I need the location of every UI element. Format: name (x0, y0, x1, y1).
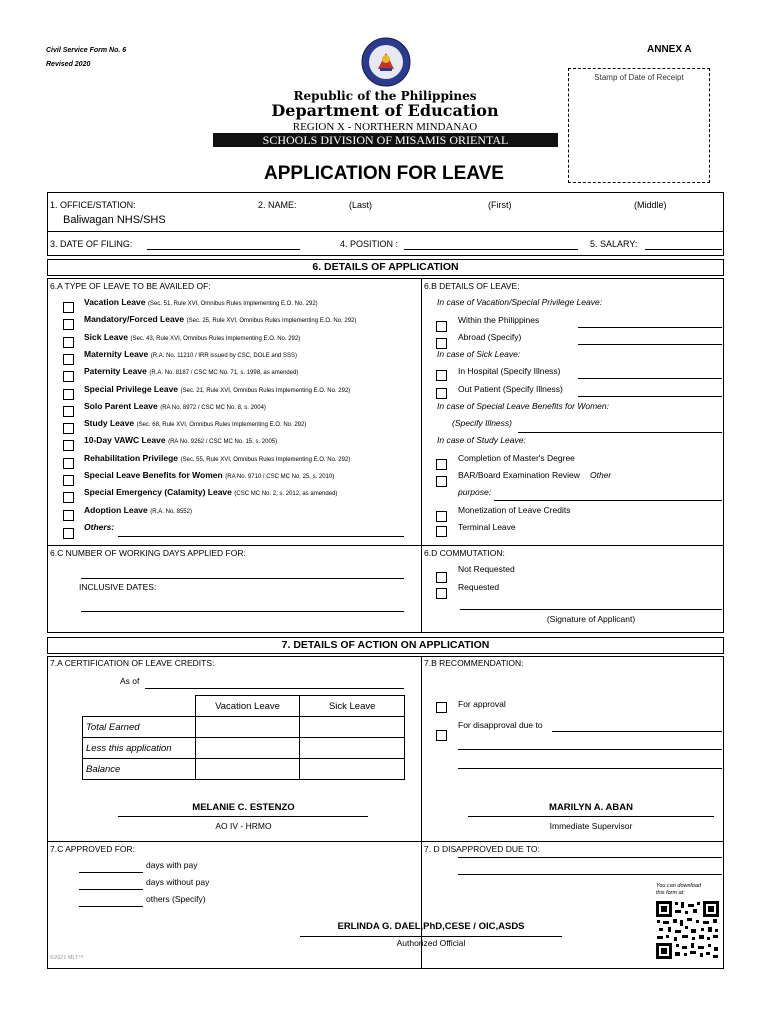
for-disapproval-label: For disapproval due to (458, 720, 543, 730)
sick-balance-cell[interactable] (300, 759, 405, 780)
position-label: 4. POSITION : (340, 239, 399, 249)
leave-type-item (84, 332, 300, 343)
leave-type-name: Sick Leave (84, 331, 128, 342)
in-hospital-field[interactable] (578, 378, 722, 379)
leave-type-checkbox[interactable] (63, 354, 74, 365)
leave-type-name: Special Privilege Leave (84, 383, 179, 394)
out-patient-checkbox[interactable] (436, 388, 447, 399)
vacation-balance-cell[interactable] (195, 759, 300, 780)
supervisor-name: MARILYN A. ABAN (549, 802, 633, 813)
sick-less-cell[interactable] (300, 738, 405, 759)
disapproved-reason-field-1[interactable] (458, 857, 722, 858)
leave-type-reference: (Sec. 55, Rule XVI, Omnibus Rules Implementing E.O. No. 292) (180, 456, 351, 463)
qr-code-icon[interactable] (655, 900, 720, 960)
bar-review-checkbox[interactable] (436, 476, 447, 487)
applicant-signature-field[interactable] (460, 609, 722, 610)
leave-type-item (84, 401, 266, 412)
leave-type-reference: (Sec. 21, Rule XVI, Omnibus Rules Implementing E.O. No. 292) (180, 387, 351, 394)
salary-field[interactable] (645, 249, 722, 250)
leave-type-name: Solo Parent Leave (84, 400, 158, 411)
official-signature-line (300, 936, 562, 937)
disapproval-reason-field-3[interactable] (458, 768, 722, 769)
disapproval-reason-field-1[interactable] (552, 731, 722, 732)
6b-label: 6.B DETAILS OF LEAVE: (424, 281, 520, 291)
leave-type-name: Study Leave (84, 418, 135, 429)
vacation-total-earned-cell[interactable] (195, 717, 300, 738)
for-approval-checkbox[interactable] (436, 702, 447, 713)
leave-type-item (84, 366, 298, 377)
division-banner (213, 133, 558, 147)
inclusive-dates-field[interactable] (81, 611, 404, 612)
6a-label: 6.A TYPE OF LEAVE TO BE AVAILED OF: (50, 281, 211, 291)
masters-label: Completion of Master's Degree (458, 453, 575, 463)
out-patient-field[interactable] (578, 396, 722, 397)
leave-credits-table (82, 695, 405, 780)
region-title: REGION X - NORTHERN MINDANAO (292, 121, 478, 133)
days-without-pay-field[interactable] (79, 889, 143, 890)
women-illness-field[interactable] (518, 432, 722, 433)
abroad-field[interactable] (578, 344, 722, 345)
monetization-checkbox[interactable] (436, 511, 447, 522)
sick-total-earned-cell[interactable] (300, 717, 405, 738)
date-filing-label: 3. DATE OF FILING: (50, 239, 133, 249)
col-sick-header: Sick Leave (300, 696, 405, 717)
leave-type-item (84, 453, 350, 464)
abroad-checkbox[interactable] (436, 338, 447, 349)
table-corner (83, 696, 196, 717)
leave-type-item (84, 470, 334, 481)
leave-type-checkbox[interactable] (63, 406, 74, 417)
not-requested-checkbox[interactable] (436, 572, 447, 583)
leave-type-item (84, 487, 337, 498)
leave-type-checkbox[interactable] (63, 510, 74, 521)
not-requested-label: Not Requested (458, 564, 515, 574)
vacation-case-label: In case of Vacation/Special Privilege Leave: (437, 297, 603, 307)
hrmo-signature-line (118, 816, 368, 817)
for-approval-label: For approval (458, 699, 506, 709)
office-label: 1. OFFICE/STATION: (50, 200, 136, 210)
for-disapproval-checkbox[interactable] (436, 730, 447, 741)
women-case-label: In case of Special Leave Benefits for Women: (437, 401, 609, 411)
study-case-label: In case of Study Leave: (437, 435, 526, 445)
working-days-field[interactable] (81, 578, 404, 579)
leave-type-item (84, 418, 306, 429)
leave-type-reference: (Sec. 43, Rule XVI, Omnibus Rules Implementing E.O. No. 292) (130, 335, 301, 342)
others-specify-field[interactable] (79, 906, 143, 907)
office-value[interactable]: Baliwagan NHS/SHS (63, 214, 166, 226)
leave-type-reference: (R.A. No. 11210 / IRR issued by CSC, DOLE and SSS) (150, 352, 298, 359)
leave-type-reference: (R.A. No. 8187 / CSC MC No. 71, s. 1998, as amended) (149, 370, 299, 377)
leave-type-name: Vacation Leave (84, 297, 146, 307)
annex-label: ANNEX A (647, 44, 692, 55)
7c-label: 7.C APPROVED FOR: (50, 844, 136, 854)
leave-type-checkbox[interactable] (63, 337, 74, 348)
leave-type-checkbox[interactable] (63, 492, 74, 503)
leave-type-reference: (RA No. 9710 / CSC MC No. 25, s. 2010) (225, 474, 335, 480)
leave-type-reference: (R.A. No. 8552) (150, 508, 192, 515)
others-field[interactable] (118, 536, 404, 537)
supervisor-title: Immediate Supervisor (549, 821, 633, 831)
hrmo-name: MELANIE C. ESTENZO (192, 802, 295, 813)
name-last-label: (Last) (349, 200, 373, 210)
divider (48, 545, 723, 546)
terminal-checkbox[interactable] (436, 526, 447, 537)
name-label: 2. NAME: (258, 200, 297, 210)
other-purpose-label-a: Other (590, 470, 612, 480)
leave-type-name: Mandatory/Forced Leave (84, 314, 185, 325)
as-of-label: As of (120, 676, 140, 686)
stamp-label: Stamp of Date of Receipt (594, 73, 684, 82)
monetization-label: Monetization of Leave Credits (458, 505, 571, 515)
leave-type-name: Paternity Leave (84, 366, 147, 377)
6d-label: 6.D COMMUTATION: (424, 548, 505, 558)
7a-label: 7.A CERTIFICATION OF LEAVE CREDITS: (50, 658, 215, 668)
footer-copyright: ©2021 MLT™ (50, 955, 84, 961)
leave-type-name: Special Leave Benefits for Women (84, 470, 223, 480)
days-with-pay-label: days with pay (146, 860, 198, 870)
section-7-header: 7. DETAILS OF ACTION ON APPLICATION (47, 637, 724, 654)
as-of-field[interactable] (145, 688, 404, 689)
bar-review-label: BAR/Board Examination Review (458, 470, 580, 480)
other-purpose-field[interactable] (494, 500, 722, 501)
table-row (83, 717, 405, 738)
stamp-box (568, 68, 710, 183)
leave-type-checkbox[interactable] (63, 440, 74, 451)
col-vacation-header: Vacation Leave (195, 696, 300, 717)
leave-type-item (84, 349, 297, 360)
leave-type-reference: (RA No. 8972 / CSC MC No. 8, s. 2004) (160, 404, 266, 411)
leave-type-name: Adoption Leave (84, 504, 148, 515)
name-first-label: (First) (488, 200, 512, 210)
disapproved-reason-field-2[interactable] (458, 874, 722, 875)
leave-type-reference: (RA No. 9262 / CSC MC No. 15, s. 2005) (168, 439, 278, 446)
download-note-b: this form at: (656, 890, 685, 896)
out-patient-label: Out Patient (Specify Illness) (458, 384, 563, 394)
leave-type-item (84, 505, 192, 516)
table-row (83, 759, 405, 780)
leave-type-reference: (CSC MC No. 2, s. 2012, as amended) (234, 491, 338, 498)
leave-type-checkbox[interactable] (63, 389, 74, 400)
leave-type-item (84, 435, 277, 446)
days-without-pay-label: days without pay (146, 877, 210, 887)
within-ph-label: Within the Philippines (458, 315, 540, 325)
in-hospital-checkbox[interactable] (436, 370, 447, 381)
6c-label: 6.C NUMBER OF WORKING DAYS APPLIED FOR: (50, 548, 246, 558)
supervisor-signature-line (468, 816, 714, 817)
date-filing-field[interactable] (147, 249, 300, 250)
others-label: Others: (84, 522, 115, 532)
authorized-official-title: Authorized Official (396, 938, 466, 948)
row-total-earned: Total Earned (83, 717, 196, 738)
name-middle-label: (Middle) (634, 200, 667, 210)
other-purpose-label-b: purpose: (458, 487, 492, 497)
leave-type-name: Rehabilitation Privilege (84, 452, 178, 463)
requested-checkbox[interactable] (436, 588, 447, 599)
7d-label: 7. D DISAPPROVED DUE TO: (424, 844, 540, 854)
sick-case-label: In case of Sick Leave: (437, 349, 521, 359)
divider (421, 278, 422, 633)
position-field[interactable] (404, 249, 578, 250)
leave-type-checkbox[interactable] (63, 423, 74, 434)
terminal-label: Terminal Leave (458, 522, 516, 532)
download-note-a: You can download (656, 883, 701, 889)
leave-type-item (84, 297, 318, 308)
abroad-label: Abroad (Specify) (458, 332, 522, 342)
leave-type-checkbox[interactable] (63, 302, 74, 313)
table-row (83, 738, 405, 759)
republic-title: Republic of the Philippines (293, 89, 477, 103)
divider (48, 231, 723, 232)
leave-type-checkbox[interactable] (63, 371, 74, 382)
women-specify-label: (Specify Illness) (452, 418, 512, 428)
authorized-official-name: ERLINDA G. DAEL,PhD,CESE / OIC,ASDS (337, 921, 525, 932)
inclusive-dates-label: INCLUSIVE DATES: (79, 582, 157, 592)
department-title: Department of Education (271, 101, 499, 120)
within-ph-field[interactable] (578, 327, 722, 328)
7b-label: 7.B RECOMMENDATION: (424, 658, 524, 668)
leave-type-item (84, 384, 350, 395)
division-title: SCHOOLS DIVISION OF MISAMIS ORIENTAL (262, 133, 509, 147)
leave-type-reference: (Sec. 25, Rule XVI, Omnibus Rules Implementing E.O. No. 292) (186, 318, 357, 325)
salary-label: 5. SALARY: (590, 239, 638, 249)
requested-label: Requested (458, 582, 500, 592)
leave-type-name: 10-Day VAWC Leave (84, 435, 166, 446)
hrmo-title: AO IV - HRMO (215, 821, 272, 831)
in-hospital-label: In Hospital (Specify Illness) (458, 366, 561, 376)
leave-type-reference: (Sec. 68, Rule XVI, Omnibus Rules Implementing E.O. No. 292) (136, 422, 307, 429)
page-title: APPLICATION FOR LEAVE (264, 163, 504, 184)
leave-type-reference: (Sec. 51, Rule XVI, Omnibus Rules Implementing E.O. No. 292) (147, 301, 318, 307)
applicant-signature-label: (Signature of Applicant) (546, 614, 636, 624)
vacation-less-cell[interactable] (195, 738, 300, 759)
form-number: Civil Service Form No. 6 (46, 47, 127, 54)
within-ph-checkbox[interactable] (436, 321, 447, 332)
masters-checkbox[interactable] (436, 459, 447, 470)
deped-seal-icon (361, 37, 411, 87)
disapproval-reason-field-2[interactable] (458, 749, 722, 750)
days-with-pay-field[interactable] (79, 872, 143, 873)
section-6-header: 6. DETAILS OF APPLICATION (47, 259, 724, 276)
form-revision: Revised 2020 (46, 61, 91, 68)
leave-type-checkbox[interactable] (63, 475, 74, 486)
row-less-application: Less this application (83, 738, 196, 759)
leave-type-item (84, 314, 356, 325)
others-checkbox[interactable] (63, 528, 74, 539)
leave-type-name: Special Emergency (Calamity) Leave (84, 487, 232, 498)
leave-type-checkbox[interactable] (63, 319, 74, 330)
leave-type-name: Maternity Leave (84, 348, 149, 359)
leave-type-checkbox[interactable] (63, 458, 74, 469)
row-balance: Balance (83, 759, 196, 780)
divider (48, 841, 723, 842)
others-specify-label: others (Specify) (146, 894, 206, 904)
